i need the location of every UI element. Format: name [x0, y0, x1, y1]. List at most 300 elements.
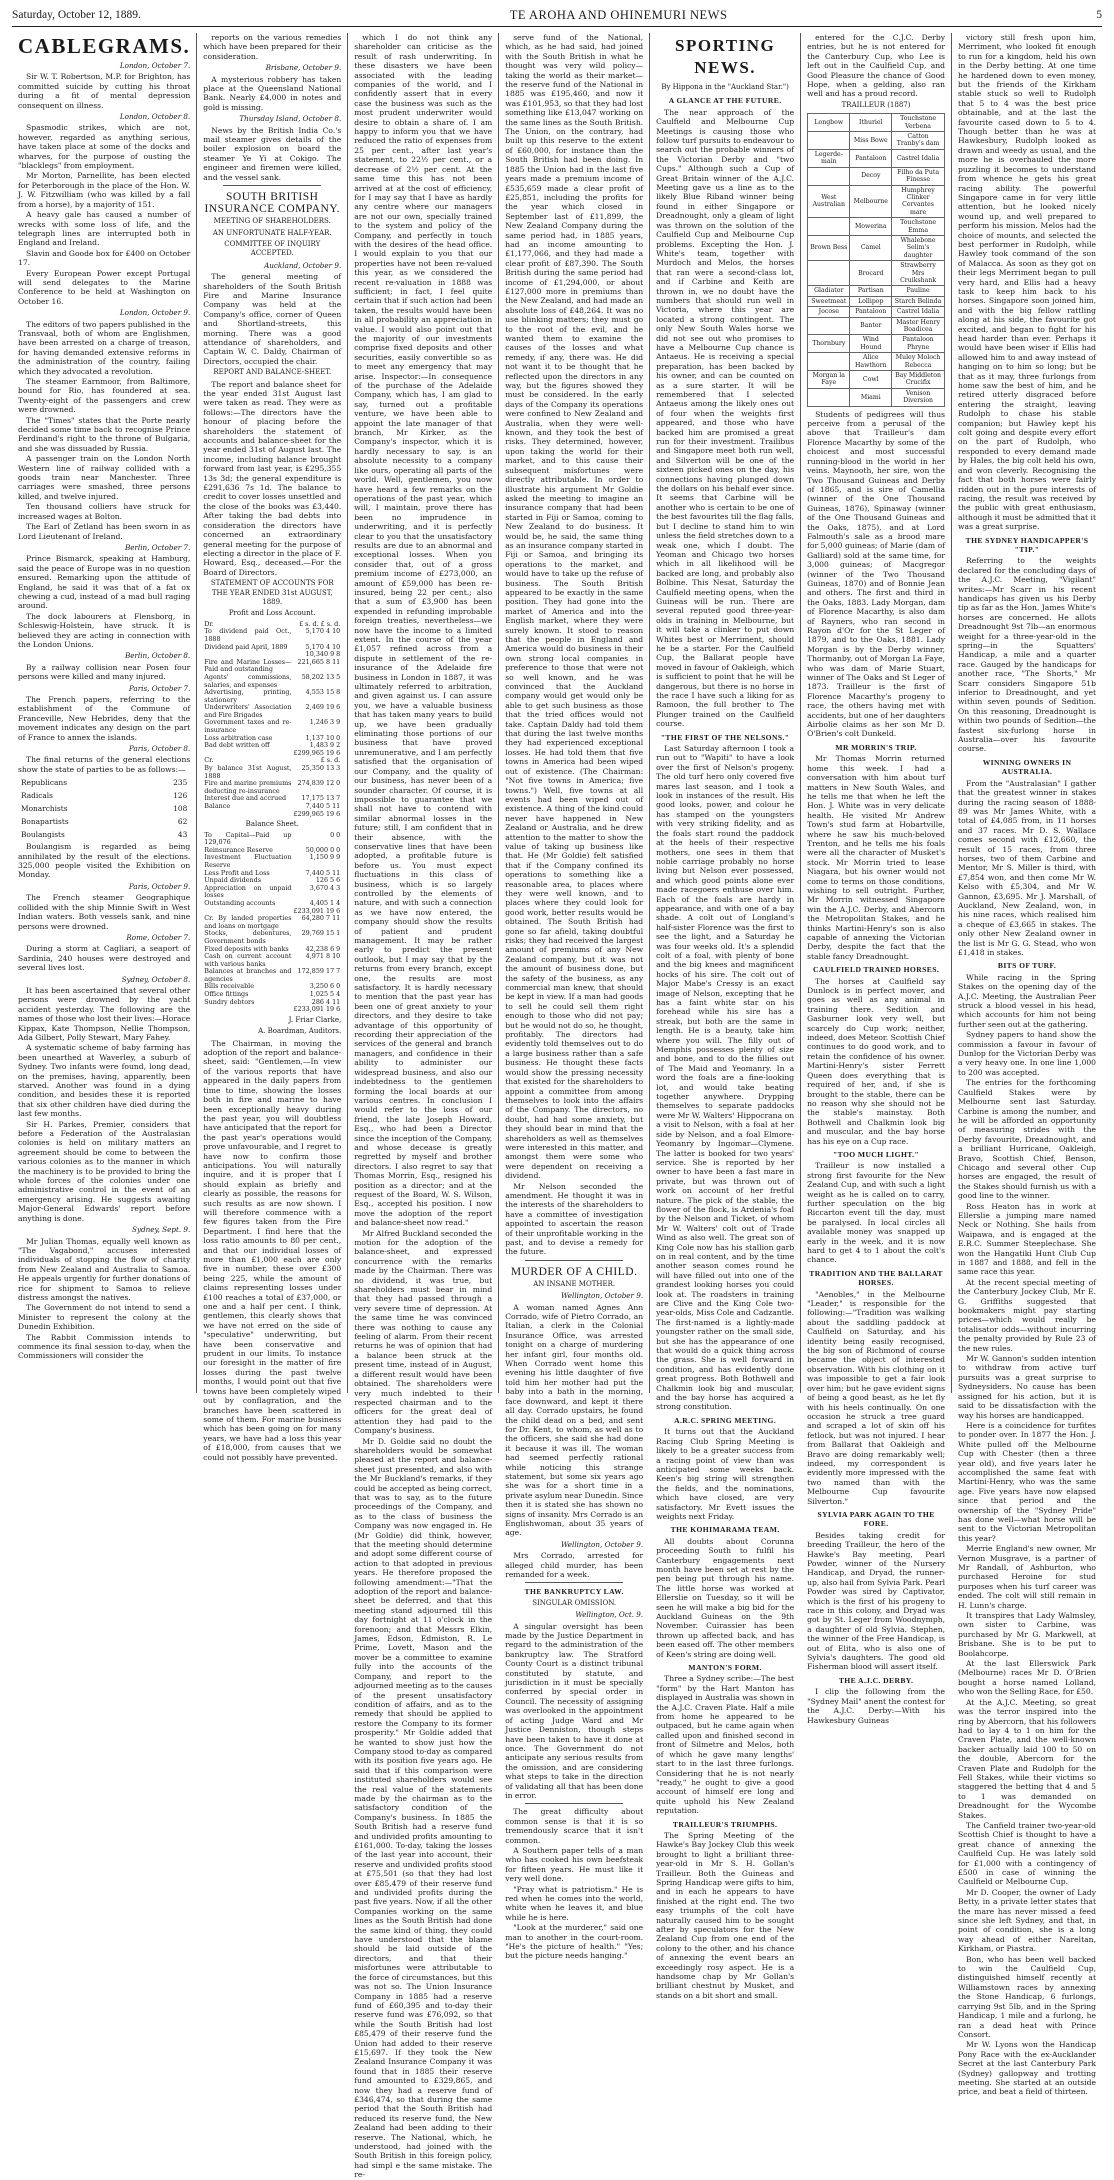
cable-item: reports on the various remedies which have been prepared for their consideration.	[203, 33, 342, 61]
cable-dateline: Sydney, October 8.	[121, 974, 191, 984]
cablegrams-title: CABLEGRAMS.	[18, 34, 191, 58]
account-row	[203, 659, 341, 674]
party-seats: 62	[177, 817, 188, 827]
account-amount: 58,202 13 5	[301, 672, 341, 681]
column-2	[197, 33, 348, 1462]
turf-item: Mr W. Gannon's sudden intention to withdraw from active turf pursuits was a great surprise to Sydneysiders. No cause has been assigned for his action, but it is said to be dissatisfaction with the way his horses are handicapped.	[958, 1354, 1096, 1420]
section-heading: TRADITION AND THE BALLARAT HORSES.	[809, 1268, 943, 1288]
account-row	[203, 674, 341, 689]
bankruptcy-text: A singular oversight has been made by the Justice Department in regard to the administration of the bankruptcy law. The Stratford County Court is a distinct tribunal constituted by statute, and jurisdiction in it must be specially conferred by special order in Council. The necessity of assigning was overlooked in the appointment of acting Judge Ward and Mr Justice Denniston, though steps have been taken to have it done at once. The Government do not anticipate any serious results from the omission, and are considering what steps to take in the direction of validating all that has been done in error.	[505, 1621, 644, 1800]
account-row	[203, 704, 341, 719]
pedigree-sire: Brown Bess	[808, 235, 850, 260]
cable-dateline: Paris, October 7.	[128, 683, 191, 693]
chairman-speech: The Chairman, in moving the adoption of the report and balance-sheet, said: "Gentlemen,—In view of the various reports that have appeared in the daily papers from time to time, showing the losses both in fire and marine to have been exceptionally heavy during the past year, you will doubtless have anticipated that the report for the past year's operations would prove unfavourable, and I regret to have now to confirm those anticipations. You will naturally inquire, and it is proper that I should explain as briefly and clearly as possible, the reasons for such results as are now shown. I will therefore commence with a few figures taken from the Fire Department. I find here that the loss ratio amounts to 80 per cent., and that our individual losses of more than £1,000 each are only five in number, these over £300 being 225, while the amount of claims representing losses under £100 reaches a total of £37,000, or one and a half per cent. I think, gentlemen, this clearly shows that we have not erred on the side of "speculative" underwriting, but have been conservative and prudent in our limits. To instance our foresight in the matter of fire losses during the past twelve months, I would point out that five towns have been completely wiped out by conflagration, and the branches have been scattered in some of them. For marine business which has been going on for many years, we have had a loss this year of £18,000, from causes that we could not possibly have prevented.	[203, 1038, 342, 1462]
account-label: Cr.	[204, 756, 214, 765]
insurance-dateline: Auckland, October 9.	[264, 260, 342, 270]
pedigree-ancestors: Castrel Idalia	[892, 149, 945, 167]
sporting-byline: By Hippona in the "Auckland Star.")	[661, 83, 789, 91]
section-text: From the "Australasian" I gather that the greatest winner in stakes during the racing season of 1888-89 was Mr James White, with a total of £4,085 from, in 11 horses and 37 races. Mr D. S. Wallace comes second with £12,660, the result of 15 races, from three horses, two of them Carbine and Mentor, Mr S. Miller is third, with £7,854 won, and then come Mr W. Kelso with £5,304, and Mr W. Gannon, £3,695. Mr J. Marshall, of Auckland, New Zealand, won, in his nine races, which realised him a cheque of £3,665 in stakes. The only other New Zealand owner in the list is Mr G. G. Stead, who won £1,418 in stakes.	[958, 778, 1096, 957]
cablegram-list-continued	[203, 33, 341, 182]
pedigree-sire: Jocose	[808, 307, 850, 317]
publication-title: TE AROHA AND OHINEMURI NEWS	[509, 7, 728, 22]
pedigree-sire: Thornbury	[808, 335, 850, 353]
party-name: Republicans	[21, 778, 67, 788]
goldie-remarks: Mr D. Goldie said no doubt the shareholders would be somewhat pleased at the report and balance-sheet just presented, and also with the Mr Buckland's remarks, if they could be accepted as being correct, that was to say, as to the future proceedings of the Company, and as to the class of business the Company was now engaged in. He (Mr Goldie) did think, however, that the meeting should determine and adopt some different course of action to that adopted in previous years. He therefore proposed the following amendment:—"That the adoption of the report and balance-sheet be deferred, and that this meeting stand adjourned till this day fortnight at 11 o'clock in the forenoon; and that Messrs Elkin, James, Edson, Edmiston, R. Le Prime, Lovett, Mason and the mover be a committee to examine fully into the accounts of the Company, and report to the adjourned meeting as to the causes of the present unsatisfactory condition of affairs, and as to the remedy that should be applied to restore the Company to its former prosperity." Mr Goldie added that he wanted to show just how the Company stood to-day as compared with its position five years ago. He said that if this comparison were instituted shareholders would see the real value of the statements made by the chairman as to the satisfactory condition of the Company's business. In 1885 the South British had a reserve fund and undivided profits amounting to £161,000. To-day, taking the losses of the last year into account, their reserve and undivided profits stood at £75,501 (so that they had lost over £85,479 of their reserve fund and undivided profits during the past five years. Now, if all the other Companies working on the same lines as the South British had done the same kind of thing, they could have understood that the blame should be laid outside of the directors, and that their misfortunes were attributable to the force of circumstances, but this was not so. The Union Insurance Company in 1885 had a reserve fund of £60,395 and to-day their reserve fund was £76,092, so that while the South British had lost £85,479 of their reserve fund the Union had added to their reserve £15,697. If they took the New Zealand Insurance Company it was found that in 1885 their reserve fund amounted to £329,865, and now they had a reserve fund of £346,474, so that during the same period that the South British had reduced its reserve fund, the New Zealand had been adding to their reserve. The National, which, he understood, had joined with the South British in this foreign policy, had simpl e the same mistake. The re-	[354, 1436, 493, 2180]
cable-item: During a storm at Cagliari, a seaport of Sardinia, 240 houses were destroyed and several lives lost.	[18, 944, 191, 973]
pedigree-row	[808, 296, 945, 306]
bankruptcy-headline: THE BANKRUPTCY LAW.	[524, 1587, 624, 1597]
pedigree-grandsire: Lollipop	[850, 296, 892, 306]
balance-sheet-title: Balance Sheet.	[245, 820, 299, 829]
pedigree-sire	[808, 388, 850, 406]
cable-item: Mr Julian Thomas, equally well known as "The Vagabond," accuses interested individuals of stopping the flow of charity from New Zealand and Australia to Samoa. He appeals urgently for further donations of rice for shipment to Samoa to relieve distress amongst the natives.	[18, 1236, 191, 1302]
account-label: Advertising, printing, stationery	[204, 688, 292, 704]
turf-item: Ross Heaton has in work at Ellerslie a jumping mare named Neck or Nothing. She hails from Waipawa, and is engaged at the E.R.C. Summer Steeplechase. She won the Hangatiki Hunt Club Cup in 1887 and 1888, and fell in the same race this year.	[958, 1201, 1096, 1277]
result-row	[20, 777, 188, 788]
statement-title: STATEMENT OF ACCOUNTS FOR THE YEAR ENDED 31st AUGUST, 1889.	[210, 579, 334, 606]
party-name: Bonapartists	[21, 817, 69, 827]
account-label: Balance	[204, 802, 231, 810]
cable-item: Spasmodic strikes, which are not, however, regarded as anything serious, have taken place at some of the docks and wharves, for the purpose of ousting the "blacklegs" from employment.	[18, 123, 191, 171]
turf-item: Mr W. Lyons won the Handicap Pony Race with the ex-Aucklander Secret at the last Canterbury Park (Sydney) gallopway and trotting meeting. She started at an outside price, and beat a field of thirteen.	[958, 2040, 1096, 2097]
pedigree-row	[808, 149, 945, 167]
account-label: Cash on current account with various banks	[204, 952, 292, 968]
pedigree-sire: Longbow	[808, 114, 850, 132]
account-label: Bills receivable	[204, 982, 254, 991]
pedigree-row	[808, 353, 945, 371]
turf-item: It transpires that Lady Walmsley, own sister to Carbine, was purchased by Mr G. Markwell, at Brisbane. She is to be put to Boolahcorpe.	[958, 1611, 1096, 1658]
column-4	[499, 33, 650, 1961]
turf-item: At the A.J.C. Meeting, so great was the terror inspired into the ring by Abercorn, that his followers had to lay 4 to 1 on him for the Craven Plate, and the well-known backer actually laid 100 to 50 on the double, Abercorn for the Craven Plate and Rudolph for the Fell Stakes, while their victims so staggered the betting that 4 and 5 to 1 was demanded on Dreadnought for the Wycombe Stakes.	[958, 1697, 1096, 1820]
statement-sub: Profit and Loss Account.	[228, 609, 316, 618]
account-amount: 0 0	[330, 830, 341, 839]
bankruptcy-dateline: Wellington, Oct. 9.	[575, 1610, 644, 1620]
account-amount: 10,340 9 8	[305, 650, 341, 659]
account-label: Office fittings	[204, 990, 249, 999]
section-text: Last Saturday afternoon I took a run out to "Wapiti" to have a look over the first of Nelson's progeny. The old turf hero only covered five mares last season, and I took a look in instances of the result. His good looks, power, and colour he has stamped on the youngsters with very striking fidelity, and as the foals start round the paddock at the heels of their respective mothers, one sees in them that noble carriage probably no horse living but Nelson ever possessed, and which good points alone ever made racegoers enthuse over him. Each of the foals are hardy in appearance, and with one of a bay shade. A colt out of Longland's half-sister Florence was the first to see the light, and a Saturday he was four weeks old. It's a splendid colt of a foal, with plenty of bone and the big knees and magnificent hocks of his sire. The colt out of Major Mabe's Cressy is an exact image of Nelson, excepting that he has a faint white star on his forehead while his sire has a streak, but both are the same in length. He is a beauty, take him where you will. The filly out of Memphis possesses plenty of size and bone, and to do the fillies out of The Maid and Yeomanry. In a word the foals are a fine-looking lot, and would take beating together anywhere. Drypping themselves to separate paddocks were Mr W. Walters' Hippocrana on a visit to Nelson, with a foal at her side by Nelson, and a foal Elmore-Yeomanry by Ingomar—Clymene. The latter is booked for two years' service. She is reported by her owner to have been a fast mare in private, but was thrown out of work on account of her fretful nature. The pick of the stable, the flower of the flock, is Ardenia's foal by the Nelson and Ticket, of whom Mr W. Walters' colt out of Trade Wind as also well. The great son of King Cole now has his stallion garb on in real content, and by the time another season comes round he will have filled out into one of the grandest looking horses you could look at. The roadsters in training are Clive and the King Cole two-year-olds, Miss Cole and Cadzantle. The first-named is a lightly-made youngster rather on the small side, but she has the appearance of one that would do a quick thing across the grass. She is well forward in condition, and has evidently done great progress. Both Bothwell and Chalkmin look big and muscular, and the bay horse has acquired a strong constitution.	[656, 744, 795, 1412]
pedigree-row	[808, 167, 945, 185]
turf-item: Here is a coincidence for turfites to ponder over. In 1877 the Hon. J. White pulled off the Melbourne Cup with Chester (then a three year old), and five years later he accomplished the same feat with Martini-Henry, who was the same age. Five years have now elapsed since that period and the ownership of the "Sydney Pride" has done well—what horse will be sent to the Victorian Metropolitan this year?	[958, 1420, 1096, 1543]
account-amount: 4,971 8 10	[305, 952, 341, 961]
account-amount: 42,238 6 9	[305, 944, 341, 953]
account-amount: 126 5 6	[315, 876, 341, 885]
account-amount: £299,965 19 6	[293, 748, 341, 757]
pedigree-ancestors: Castrel Idalia	[892, 307, 945, 317]
pedigree-sire	[808, 353, 850, 371]
section-heading: BITS OF TURF.	[997, 961, 1057, 971]
divider	[525, 1803, 623, 1804]
account-row	[203, 854, 341, 869]
cable-item: The Government do not intend to send a Minister to represent the colony at the Dunedin Exhibition.	[18, 1303, 191, 1332]
account-label: Appreciation on unpaid losses	[204, 883, 292, 900]
cable-dateline: London, October 9.	[119, 308, 191, 318]
account-row	[203, 885, 341, 900]
account-row	[203, 811, 341, 819]
section-text: Besides taking credit for breeding Trailleur, the hero of the Hawke's Bay meeting, Pearl Powder, winner of the Nursery Handicap, and Dryad, the runner-up, also hail from Sylvia Park. Pearl Powder was sired by Captivator, which is the first of his progeny to race in this colony, and Dryad was got by St. Leger from Woodnymph, a daughter of old Sylvia. Stephen, the winner of the Free Handicap, is out of Elita, who is also one of Sylvia's daughters. The good old Fisherman blood will assert itself.	[807, 1530, 946, 1672]
pedigree-row	[808, 307, 945, 317]
murder-subhead: AN INSANE MOTHER.	[533, 1279, 616, 1288]
turf-item: Mr D. Cooper, the owner of Lady Betty, in a private letter states that the mare has never missed a feed since she left Sydney, and that, in point of condition, she is a long way ahead of either Nareltan, Kirkham, or Piastra.	[958, 1887, 1096, 1954]
account-amount: 274,839 12 0	[297, 779, 341, 788]
derby-report: victory still fresh upon him, Merriment, who looked fit enough to run for a kingdom, held his own in the Derby betting. At one time he hardened down to even money, but the friends of the Kirkham stable stuck so well to Rudolph that 5 to 4 was the best price obtainable, and at the last the favourite cased down to 5 to 4. Though better than he was at Hawkesbury, Rudolph looked as drawn and weedy as usual, and the more he is overhauled the more puzzling it becomes to understand from whence he gets his great racing ability. The powerful Singapore came in for very little attention, but he looked nicely wound up, and well prepared to perform his mission. Melos had the choice of mounts, and selected the best performer in Rudolph, while Hawley took command of the son of Malacca. As soon as they got on their legs Merriment began to pull very hard, and Ellis had a heavy task to keep him back to his horses. Singapore soon joined him, and with the big fellow rattling along at his side, the favourite got excited, and began to fight for his head harder than ever. Perhaps it would have been wiser if Ellis had allowed him to and away instead of hanging on to him so long; but be that as it may, three furlongs from home saw the best of him, and he retired utterly disgraced before entering the straight, leaving Rudolph to chase his stable companion; but Hawley kept his colt going and despite every effort on the part of Rudolph, who responded to every demand made by Hales, the big colt held his own, and won cleverly. Recognising the fact that both horses were fairly ridden out in the pure interests of racing, the result was received by the public with great enthusiasm, although it must be admitted that it was a great surprise.	[958, 33, 1096, 532]
account-row	[203, 780, 341, 795]
account-label: Underwriters' Association and Fire Brigades	[204, 703, 292, 719]
cable-dateline: London, October 7.	[119, 61, 191, 70]
murder-headline: MURDER OF A CHILD.	[510, 1265, 638, 1278]
account-amount: 1,025 5 4	[309, 990, 341, 999]
cable-item: The Rabbit Commission intends to commence its final session to-day, when the Commissioners will consider the	[18, 1332, 191, 1361]
section-text: Mr Thomas Morrin returned home this week. I had a conversation with him about turf matters in New South Wales, and he tells me that when he left the Hon. J. White was in very delicate health. He visited Mr Andrew Town's stud farm at Hobartville, where he saw his much-beloved Trenton, and he tells me his foals were all the character of Musket's stock. Mr Morrin tried to lease Niagara, but his owner would not come to terms on those conditions, wishing to sell outright. Further, Mr Morrin witnessed Singapore win the A.J.C. Derby, and Abercorn the Metropolitan Stakes, and he thinks Martini-Henry's son is also capable of annexing the Victorian Derby, despite the fact that the stable fancy Dreadnought.	[807, 754, 946, 961]
cable-item: Every European Power except Portugal will send delegates to the Marine Conference to be held at Washington on October 16.	[18, 268, 191, 306]
account-label: Investment Fluctuation Reserve	[204, 853, 292, 869]
account-label: By balance 31st August, 1888	[204, 764, 292, 780]
pedigree-row	[808, 335, 945, 353]
pedigree-sire: Gladiator	[808, 286, 850, 296]
trailleur-lead: entered for the C.J.C. Derby entries, but he is not entered for the Canterbury Cup, who Lee is left out in the Caulfield Cup, and Good Pleasure the chance of Good Hope, when a gelding, also ran well and has a proud record.	[807, 33, 946, 99]
insurance-sub-1: MEETING OF SHAREHOLDERS.	[213, 217, 331, 226]
account-amount: 50,000 0 0	[305, 845, 341, 854]
murder-text-2: Mrs Corrado, arrested for alleged child murder, has been remanded for a week.	[505, 1551, 644, 1579]
nelson-remarks: Mr Nelson seconded the amendment. He thought it was in the interests of the shareholders to have a committee of investigation appointed to ascertain the reason of their unprofitable working in the past, and to devise a remedy for the future.	[505, 1181, 644, 1257]
pedigree-sire: Sweetmeat	[808, 296, 850, 306]
account-amount: 3,250 6 0	[309, 982, 341, 991]
pedigree-grandsire: Mowerina	[850, 218, 892, 236]
insurance-sub-3: COMMITTEE OF INQUIRY ACCEPTED.	[224, 239, 321, 258]
section-heading: THE A.J.C. DERBY.	[838, 1675, 914, 1685]
filler-1: The great difficulty about common sense is that it is so tremendously scarce that it isn't common.	[505, 1807, 644, 1845]
column-3	[348, 33, 499, 2180]
cable-item: A mysterious robbery has taken place at the Queensland National Bank. Nearly £4,000 in notes and gold is missing.	[203, 74, 342, 112]
pedigree-ancestors: Venison Diversion	[892, 388, 945, 406]
section-text: The horses at Caulfield say Dunlock is in perfect mover, and goes as well as any animal in training there. Sedition and Gasburner look very well, but scarcely do Cup work; neither, indeed, does Meteor. Scottish Chief continues to do good work, and to retain the confidence of his owner. Martini-Henry's sister Ferrett Queen does everything that is required of her, and, if she is brought to the stable, there can be no reason why she should not be the stable's mainstay. Both Bothwell and Chalkmin look big and muscular, and the bay horse has his eye on a Cup race.	[807, 976, 946, 1146]
pedigree-sire	[808, 261, 850, 286]
account-amount: 25,350 13 3	[301, 764, 341, 773]
account-amount: £233,091 19 6	[293, 906, 341, 915]
pedigree-table-heading: TRAILLEUR (1887)	[841, 100, 911, 109]
balance-sheet-table	[203, 832, 341, 1014]
profit-loss-table	[203, 621, 341, 818]
account-row	[203, 968, 341, 983]
report-label: REPORT AND BALANCE-SHEET.	[213, 368, 332, 377]
section-text: The Spring Meeting of the Hawke's Bay Jockey Club this week brought to light a brilliant three-year-old in Mr S. H. Gollan's Trailleur. Both the Guineas and Spring Handicap were gifts to him, and in each he appears to have finished at the right end. The two easy triumphs of the colt have naturally caused him to be sought after by speculators for the New Zealand Cup from one end of the colony to the other, and his chance of annexing the event bears an exceedingly rosy aspect. He is a handsome chap by Mr Gollan's brilliant chestnut by Musket, and stands on a bit short and small.	[656, 1830, 795, 2000]
account-label: Fire and Marine Losses—Paid and outstanding	[204, 657, 292, 674]
account-row	[203, 765, 341, 780]
account-amount: 3,670 4 3	[309, 883, 341, 892]
cable-dateline: Paris, October 9.	[128, 881, 191, 891]
section-text: The near approach of the Caulfield and Melbourne Cup Meetings is causing those who follow turf pursuits to endeavour to search out the probable winners of the Victorian Derby and "two Cups." Although such a Cup of Great Britain winner of the A.J.C. Meeting gave us a line as to the likely Blue Riband winner being found in either Singapore or Dreadnought, only a gleam of light was thrown on the solution of the Caulfield Cup and Melbourne Cup problems. Excepting the Hon. J. White's team, together with Murdoch and Melos, the horses that ran were a second-class lot, and if Carbine and Keith are thrown in, we no doubt have the numbers that should run well in Victoria, where this year are located a strong contingent. The only New South Wales horse we did not see out who promises to have a Melbourne Cup chance is Antaeus. He is receiving a special preparation, has been backed by his owner, and can be counted on as a sure starter. It will be remembered that I selected Antaeus among the likely ones out of four when the weights first appeared, and those who have backed him are promised a great run for their investment. Trailibus and Singapore meet both run well, and Silverton will be one of the sixteen picked ones on the day, his connections having plunged down the dollars on his behalf ever since. It seems that Carbine will be another who is certain to be one of the best favourites till the flag falls, but I decline to stand him to win unless the field stretches down to a weak one, which I doubt. The Yeoman and Chicago two horses which in all likelihood will be backed are long, and probably also Bolbine. This Nesat, Saturday the Caulfield meeting opens, when the Guineas will be run. There are several reputed good three-year-olds in training in Melbourne, but it will take a clinker to put down Whites best or Merriment, should he be a starter. For the Caulfield Cup, the Ballarat people have moved in favour of Oakleigh, which is sufficient to point that he will be dangerous, but there is no horse in the race I have such a liking for as Ramoon, the full brother to The Plunger trained on the Caulfield course.	[656, 107, 795, 729]
election-results-table	[18, 775, 190, 842]
account-label: To Capital—Paid up 129,076	[204, 830, 292, 847]
cable-item: The French steamer Geographique collided with the ship Minnie Swift in West Indian waters. Both vessels sank, and nine persons were drowned.	[18, 893, 191, 931]
goldie-remarks-continued: serve fund of the National, which, as he had said, had joined with the South British in what he thought was very wild policy—taking the world as their market—the reserve fund of the National in 1885 was £195,460, and now it was £101,953, so that they had lost something like £13,047 working on the same lines as the South British. The Union, on the contrary, had built up this reserve to the extent of £60,000, for instance than the South British had been doing. In 1885 the Union had in the last five years made a premium income of £535,659 made a clear profit of £25,851, including the profits for the year which closed in September last of £11,899, the New Zealand Company during the same period had, in 1885 years, had an income amounting to £1,177,066, and they had made a clear profit of £87,390. The South British during the same period had income of £1,294,000, or about £127,000 more in premiums than the New Zealand, and had made an absolute loss of £48,264. It was no use blinking matters; they must go to the root of the evil, and he wanted them to examine the causes of the losses and what remedy, if any, there was. He did not want it to be thought that he reflected upon the directors in any way, but the figures showed they must be considered. In the early days of the Company its operations were confined to New Zealand and Australia, when they were well-known, and they took the best of risks. They determined, however, upon taking the world for their market, and to this cause their subsequent misfortunes were directly attributable. In order to illustrate his argument Mr Goldie asked the meeting to imagine an insurance company that had been started in Fiji or Samoa, coming to New Zealand to do business. It would be, he said, the same thing as an insurance company started in Fiji or Samoa, and bringing its operations to the market, and would have to take up the refuse of business. The South British appeared to be exactly in the same position. They had gone into the market of America and into the English market, where they were surely known. It stood to reason that the people in England and America would do business in their own strong local companies in preference to those that were not so well known, and he was convinced that the Auckland company would get would only be able to get such business as those that the tried offices would not take. Captain Daldy had told them that during the last twelve months they had experienced exceptional losses. He had told them that five towns in America had been wiped out of existence. (The Chairman: "Not five towns in America; five towns.") Well, five towns at all events had been wiped out of existence. A thing of the kind could never have happened in New Zealand or Australia, and he drew attention to the matter to show the value of taking up business like that. He (Mr Goldie) felt satisfied that if the Company confined its operations to something like a reasonable area, to places where they were well known, and to places where they could look for good work, better results would be obtained. The South British had gone so far afield, taking doubtful risks; they had received the largest amount of premiums of any New Zealand company, but it was not the amount of business done, but the safety of the business, as any commercial man knew, that should be kept in view. If a man had goods to sell he could sell them right enough to those who did not pay; but he would not do so, he thought, profitably. The directors had evidently told themselves out to do a large business rather than a safe business. He thought these facts would show the pressing necessity that existed for the shareholders to appoint a committee from among themselves to look into the affairs of the Company. The directors, no doubt, had had some anxiety, but they should bear in mind that the shareholders as well as themselves were interested in this matter, and amongst them were some who were dependent on receiving a dividend.	[505, 33, 644, 1181]
page-number: 5	[1096, 9, 1102, 21]
account-row	[203, 915, 341, 930]
pedigree-row	[808, 371, 945, 389]
pedigree-grandsire: Cowl	[850, 371, 892, 389]
cable-item: The French papers, referring to the establishment of the Commune of Franceville, New Hebrides, deny that the movement indicates any design on the part of France to annex the islands.	[18, 695, 191, 742]
divider	[525, 1260, 623, 1261]
account-label	[203, 811, 292, 819]
pedigree-grandsire: Pantaloon	[850, 307, 892, 317]
account-amount: 5,170 4 10	[305, 627, 341, 636]
account-amount: 29,769 15 1	[301, 929, 341, 938]
section-text: All doubts about Corunna proceeding South to fulfil his Canterbury engagements next month have been set at rest by the pen being put through his name. The little horse was worked at Ellerslie on Tuesday, so it will be seen he will make a big bid for the Auckland Guineas on the 9th November. Cuirassier has been thrown up affected back, and has been eased off. The other members of Keen's string are doing well.	[656, 1536, 795, 1659]
account-amount: 1,137 10 0	[305, 733, 341, 742]
party-seats: 126	[173, 791, 188, 801]
cable-item: The final returns of the general elections show the state of parties to be as follows:—	[18, 755, 191, 774]
account-label	[203, 1006, 292, 1014]
cablegram-list	[18, 61, 190, 774]
pedigree-grandsire: Miami	[850, 388, 892, 406]
pedigree-ancestors: Bay Middleton Crucifix	[892, 371, 945, 389]
cable-dateline: London, October 8.	[119, 112, 191, 122]
account-label: Sundry debtors	[204, 997, 255, 1006]
account-label: Balances at branches and agencies	[204, 967, 292, 983]
filler-3: "Pray what is patriotism." He is red when he comes into the world, white when he leaves it, and blue while he is here.	[505, 1884, 644, 1922]
account-label: Government taxes and re-insurance	[204, 718, 292, 735]
section-heading: TRAILLEUR'S TRIUMPHS.	[672, 1819, 778, 1829]
account-amount: 286 4 11	[311, 997, 341, 1006]
account-amount: £ s. d.	[320, 756, 341, 765]
pedigree-sire	[808, 317, 850, 335]
cable-item: The Earl of Zetland has been sworn in as Lord Lieutenant of Ireland.	[18, 522, 191, 541]
account-amount: 5,170 4 10	[305, 642, 341, 651]
account-label: Unpaid dividends	[204, 876, 261, 885]
cable-dateline: Brisbane, October 9.	[265, 63, 342, 73]
bankruptcy-subhead: SINGULAR OMISSION.	[532, 1598, 617, 1607]
cable-item: The "Times" states that the Porte nearly decided some time back to recognise Prince Ferdinand's right to the throne of Bulgaria, and she was dissuaded by Russia.	[18, 415, 191, 453]
result-row	[20, 790, 188, 801]
pedigree-grandsire: Alice Hawthorn	[850, 353, 892, 371]
cable-item: Boulangism is regarded as being annihilated by the result of the elections. 325,000 people visited the Exhibition on Monday.	[18, 842, 191, 880]
account-label: Reinsurance Reserve	[204, 845, 273, 854]
cable-dateline: Thursday Island, October 8.	[239, 114, 342, 124]
account-label: Agents' commissions, salaries, and expenses	[204, 672, 292, 689]
section-text: Trailleur is now installed a strong first favourite for the New Zealand Cup, and with such a light weight as he is called on to carry, further speculation on the big Riccarton event till the day, must be paralysed. In local circles all available money was snapped up early in the week, and it is now hard to get 4 to 1 about the colt's chance.	[807, 1161, 946, 1265]
masthead	[12, 0, 1102, 27]
account-label	[203, 750, 292, 758]
account-amount: 7,440 5 11	[305, 802, 341, 810]
pedigree-ancestors: Muley Moloch Rebecca	[892, 353, 945, 371]
account-row	[203, 953, 341, 968]
columns	[12, 33, 1102, 2180]
pedigree-ancestors: Master Henry Boadicea	[892, 317, 945, 335]
pedigree-row	[808, 261, 945, 286]
cable-item: Prince Bismarck, speaking at Hamburg, said the peace of Europe was in no question ensured. Remarking upon the attitude of England, he said it was that of a fat ox chewing a cud, instead of a mad bull raging around.	[18, 554, 191, 611]
cable-item: Sir H. Parkes, Premier, considers that before a Federation of the Australasian colonies is held on military matters an agreement should be come to between the various colonies as to the manner in which the machinery is to be provided to bring the whole forces of the colonies under one administrative control in the event of an emergency arising. He suggests awaiting Major-General Edwards' report before anything is done.	[18, 1119, 191, 1223]
filler-4: "Look at the murderer," said one man to another in the court-room. "He's the picture of health." "Yes; but the picture needs hanging."	[505, 1923, 644, 1961]
buckland-remarks: Mr Alfred Buckland seconded the motion for the adoption of the balance-sheet, and expressed concurrence with the remarks made by the Chairman. There was no dividend, it was true, but shareholders must bear in mind that they had passed through a very severe time of depression. At the same time he was convinced there was nothing to cause any feeling of alarm. From their recent returns he was of opinion that had a balance been struck at the present time, instead of in August, a different result would have been obtained. The shareholders were very much indebted to their respected chairman and to the officers for the great deal of attention they had paid to the Company's business.	[354, 1228, 493, 1436]
pedigree-ancestors: Whalebone Selim's daughter	[892, 235, 945, 260]
pedigree-row	[808, 286, 945, 296]
cable-item: The steamer Earnmoor, from Baltimore, bound for Rio, has foundered at sea. Twenty-eight of the passengers and crew were drowned.	[18, 377, 191, 415]
pedigree-ancestors: Filho da Puta Finesse	[892, 167, 945, 185]
pedigree-sire	[808, 132, 850, 150]
murder-text: A woman named Agnes Ann Corrado, wife of Pietro Corrado, an Italian, a clerk in the Colonial Insurance Office, was arrested tonight on a charge of murdering her infant girl, four months old. When Corrado went home this evening his little daughter of five told him her mother had put the baby into a bath in the morning, face downward, and kept it there all day. Corrado upstairs, he found the child dead on a bed, and sent for Dr. Kent, to whom, as well as to the officers, she said she had done it because it was ill. The woman had seemed perfectly rational while noticing this strange statement, but some six years ago she was for a short time in a private asylum near Dunedin. Since then it is stated she has shown no signs of insanity. Mrs Corrado is an Englishwoman, about 35 years of age.	[505, 1302, 644, 1538]
cable-item: By a railway collision near Posen four persons were killed and many injured.	[18, 662, 191, 682]
account-label: Cr. By landed properties and loans on mortgage	[204, 914, 292, 930]
account-amount: 7,440 5 11	[305, 868, 341, 877]
account-label: Dividend paid April, 1889	[204, 642, 288, 651]
account-amount: 172,859 17 7	[297, 967, 341, 976]
account-amount: 1,483 9 2	[309, 741, 341, 750]
account-label: Dr.	[204, 619, 214, 628]
divider	[223, 185, 321, 186]
account-amount: £299,965 19 6	[293, 809, 341, 818]
account-amount: 1,150 9 9	[309, 853, 341, 862]
pedigree-sire: West Australian	[808, 185, 850, 218]
issue-date: Saturday, October 12, 1889.	[12, 9, 141, 21]
account-row	[203, 1006, 341, 1014]
account-amount: £ s. d. £ s. d.	[299, 619, 341, 628]
pedigree-row	[808, 235, 945, 260]
column-6	[801, 33, 952, 1725]
pedigree-grandsire: Wind Hound	[850, 335, 892, 353]
sporting-news-title: SPORTING NEWS.	[675, 36, 776, 77]
account-label: To dividend paid Oct., 1888	[204, 627, 292, 643]
cable-item: A heavy gale has caused a number of wrecks with some loss of life, and the telegraph lines are interrupted both in England and Ireland.	[18, 210, 191, 248]
section-text: I clip the following from the "Sydney Mail" anent the contest for the A.J.C. Derby:—With his Hawkesbury Guineas	[807, 1687, 946, 1725]
cablegram-list-2	[18, 842, 190, 1361]
pedigree-ancestors: Catton Tranby's dam	[892, 132, 945, 150]
party-seats: 108	[173, 804, 188, 814]
turf-item: Bon, who has been well backed to win the Caulfield Cup, distinguished himself recently at Williamstown races by annexing the Stone Handicap, 6 furlongs, carrying 9st 5lb, and in the Spring Handicap, 1 mile and a furlong, he ran a dead heat with Prince Consort.	[958, 1954, 1096, 2039]
party-seats: 43	[177, 830, 188, 840]
turf-item: At the last Ellerswick Park (Melbourne) races Mr D. O'Brien bought a horse named Lolland, who won the Selling Race, for £50.	[958, 1659, 1096, 1697]
pedigree-grandsire: Ithuriel	[850, 114, 892, 132]
cable-dateline: Berlin, October 8.	[124, 651, 191, 661]
cable-item: A systematic scheme of baby farming has been unearthed at Waverley, a suburb of Sydney. Two infants were found, long dead, on the premises, having, apparently, been starved. Another was found in a dying condition, and besides these it is reported that six other children have died during the last few months.	[18, 1043, 191, 1119]
result-row	[20, 829, 188, 840]
account-amount: £233,091 19 6	[293, 1005, 341, 1014]
pedigree-sire	[808, 218, 850, 236]
cable-dateline: Rome, October 7.	[126, 932, 191, 942]
pedigree-grandsire: Pantaloon	[850, 149, 892, 167]
pedigree-sire: Morgan la Faye	[808, 371, 850, 389]
insurance-sub-2: AN UNFORTUNATE HALF-YEAR.	[212, 228, 332, 237]
turf-item: At the recent special meeting of the Canterbury Jockey Club, Mr E. G. Griffiths suggested that bookmakers might pay starting prices—which would really be totalisator odds—without incurring the penalty provided by Rule 23 of the new rules.	[958, 1277, 1096, 1353]
pedigree-grandsire: Banter	[850, 317, 892, 335]
auditor-signature-2: A. Boardman, Auditors.	[258, 1027, 342, 1036]
section-heading: MR MORRIN'S TRIP.	[835, 742, 917, 752]
column-5	[650, 33, 801, 2000]
section-text: "Aenobles," in the Melbourne "Leader," is responsible for the following:—"Tradition was walking about the saddling paddock at Caulfield on Saturday, and his identity being easily recognised, the big son of Richmond of course became the object of interested observation. With his clothing on it was impossible to get a fair look over him; but he gave evident signs of being a good beast, as he let fly with his heels continually. On one occasion he struck a tree guard and scraped a lot of skin off his fetlock, but was not injured. I hear from Ballarat that Oakleigh and Bravo are doing remarkably well; indeed, my correspondent is evidently more impressed with the two named than with the Melbourne Cup favourite Silverton."	[807, 1289, 946, 1506]
cable-item: The editors of two papers published in the Transvaal, both of whom are Englishmen, have been arrested on a charge of treason, for having demanded extensive reforms in the administration of the country, failing which they advocated a revolution.	[18, 319, 191, 376]
account-amount: 1,246 3 9	[309, 718, 341, 727]
account-amount: 4,405 1 4	[309, 898, 341, 907]
account-label: Stocks, debentures, Government bonds	[204, 929, 292, 945]
pedigree-grandsire: Brocard	[850, 261, 892, 286]
pedigree-ancestors: Pauline	[892, 286, 945, 296]
party-name: Boulangists	[21, 830, 65, 840]
pedigree-grandsire: Miss Bowe	[850, 132, 892, 150]
pedigree-row	[808, 218, 945, 236]
account-amount: 17,175 13 7	[301, 794, 341, 803]
pedigree-sire	[808, 167, 850, 185]
turf-item: Merrie England's new owner, Mr Vernon Musgrave, is a partner of Mr Randall, of Ashburton, who purchased Heroine for stud purposes when his turf career was ended. The colt will still remain in H. Lunn's charge.	[958, 1544, 1096, 1610]
cable-item: Ten thousand colliers have struck for increased wages at Bolton.	[18, 502, 191, 521]
account-label: Fixed deposits with banks	[204, 944, 289, 953]
section-heading: CAULFIELD TRAINED HORSES.	[813, 965, 940, 975]
account-label: Less Profit and Loss	[204, 868, 270, 877]
cable-item: News by the British India Co.'s mail steamer gives details of the boiler explosion on board the steamer Ye Yi at Cokigo. The engineer and firemen were killed, and the vessel sank.	[203, 125, 342, 182]
pedigree-table	[807, 113, 945, 406]
pedigree-grandsire: Partisan	[850, 286, 892, 296]
column-7	[952, 33, 1102, 2097]
party-seats: 235	[173, 778, 188, 788]
account-amount: 4,553 15 8	[305, 688, 341, 697]
cable-item: Mr Morton, Parnellite, has been elected for Peterborough in the place of the Hon. W. J. W. Fitzwilliam (who was killed by a fall from a horse), by a majority of 151.	[18, 171, 191, 209]
account-amount: 2,469 19 6	[305, 703, 341, 712]
insurance-intro: The general meeting of shareholders of the South British Fire and Marine Insurance Company was held at the Company's office, corner of Queen and Shortland-streets, this morning. There was a good attendance of shareholders, and Captain W. C. Daldy, Chairman of Directors, occupied the chair.	[203, 272, 342, 366]
pedigree-grandsire: Melbourne	[850, 185, 892, 218]
cable-item: Sir W. T. Robertson, M.P. for Brighton, has committed suicide by cutting his throat during a fit of mental depression consequent on illness.	[18, 72, 191, 110]
murder-dateline: Wellington, October 9.	[560, 1291, 644, 1301]
cable-dateline: Sydney, Sept. 9.	[132, 1225, 191, 1235]
section-heading: WINNING OWNERS IN AUSTRALIA.	[982, 757, 1072, 777]
cable-item: The dock labourers at Flensborg, in Schleswig-Holstein, have struck. It is believed they are acting in connection with the London Unions.	[18, 611, 191, 649]
account-label: Interest due and accrued	[204, 794, 287, 803]
pedigree-ancestors: Humphrey Clinker Cervantes mare	[892, 185, 945, 218]
insurance-headline: SOUTH BRITISH INSURANCE COMPANY.	[204, 191, 341, 216]
section-heading: "TOO MUCH LIGHT."	[833, 1149, 920, 1159]
section-heading: THE KOHIMARAMA TEAM.	[670, 1525, 780, 1535]
pedigree-grandsire: Decoy	[850, 167, 892, 185]
section-heading: A GLANCE AT THE FUTURE.	[668, 96, 782, 106]
cable-item: A passenger train on the London North Western line of railway collided with a goods train near Manchester. Three carriages were smashed, three persons killed, and twelve injured.	[18, 454, 191, 501]
pedigree-row	[808, 388, 945, 406]
cable-item: Slavin and Goode box for £400 on October 17.	[18, 248, 191, 268]
pedigree-row	[808, 132, 945, 150]
section-heading: SYLVIA PARK AGAIN TO THE FORE.	[817, 1509, 935, 1529]
section-heading: "THE FIRST OF THE NELSONS."	[660, 732, 790, 742]
account-row	[203, 689, 341, 704]
murder-dateline-2: Wellington, October 9.	[560, 1539, 644, 1549]
auditor-signature-1: J. Friar Clarke,	[288, 1015, 342, 1024]
party-name: Radicals	[21, 791, 53, 801]
cable-item: It has been ascertained that several other persons were drowned by the yacht accident yesterday. The following are the names of those who lost their lives:—Horace Kippax, Kate Thompson, Nellie Thompson, Ada Gilbert, Polly Stewart, Mary Fahey.	[18, 985, 191, 1042]
account-row	[203, 719, 341, 734]
account-label: Loss arbitration case	[204, 733, 273, 742]
pedigree-ancestors: Starch Belinda	[892, 296, 945, 306]
section-heading: MANTON'S FORM.	[688, 1663, 762, 1673]
pedigree-ancestors: Strawberry Mrs Cruikshank	[892, 261, 945, 286]
pedigree-row	[808, 114, 945, 132]
account-label: Bad debt written off	[204, 741, 270, 750]
chairman-speech-continued: which I do not think any shareholder can criticise as the result of rash underwriting. In these disasters we have been associated with the leading companies of the world, and I confidently assert that in every case the business was such as the most prudent underwriter would desire to obtain a share of. I am happy to inform you that we have reduced the ratio of expenses from 25 per cent., after last year's statement, to 22½ per cent., or a decrease of 2½ per cent. At the same time this has not been arrived at at the cost of efficiency, for I may say that I have as hardly any centre where our managers are not our own, specially trained to the system and policy of the Company, and perfectly in touch with the desires of the head office. I would explain to you that our properties have not been re-valued this year, as we considered the recent re-valuation in 1888 was sufficient; in fact, I feel quite certain that if such action had been taken, the results would have been in all probability an appreciation in value. I would also point out that the majority of our investments comprise fixed deposits and other securities, easily convertible so as to meet any emergency that may arise. Inspector:—In consequence of the purchase of the Adelaide Company, which has, I am glad to say, turned out a profitable venture, we have been able to appoint the late manager of that branch, Mr Kirker, as the Company's inspector, which it is hardly necessary to say, is an absolute necessity to a company like ours, operating all parts of the world. Well, gentlemen, you now have heard a few remarks on the operations of the past year, which will, I maintain, prove there has been no imprudence in underwriting, and it is perfectly clear to you that the unsatisfactory results are due to an abnormal and exceptional losses. When you consider that, out of a gross premium income of £273,000, an amount of £59,000 has been re-insured, being 22 per cent.; also that a sum of £3,900 has been expended in refunding improbable foreign treaties, nevertheless—we now have the income to a limited extent. In the course of the year £1,057 refined across from a dispute in settlement of the re-insurance of the Adelaide fire business in London in 1887, it was ultimately referred to arbitration, and given against us. I can assure you, we have a valuable business that has taken many years to build up, we have been gradually eliminating those portions of our business that have proved unremunerative, and I am perfectly satisfied that the organisation of our Company, and the quality of our business, has never been of a sounder character. Of course, it is impossible to guarantee that we shall not have to contend with similar abnormal losses in the future; still, I am confident that in their absence, with the conservative lines that have been adopted, a profitable future is before us. You must expect fluctuations in this class of business, which is so largely controlled by the elements of nature, and with such a connection as we have now entered, the company should show the results of patient and prudent management. It may be rather early to predict the present outlook, but I may say that by the returns from every branch, except one, the results are most satisfactory. It is hardly necessary to mention that the past year has been one of great anxiety to your directors, and they desire to take advantage of this opportunity of recording their appreciation of the services of the general and branch managers, and confidence in their ability to administer our widespread business, and also our indebtedness to the gentlemen forming the local boards at our various centres. In conclusion I would refer to the loss of our friend, the late Joseph Howard, Esq., who had been a Director since the inception of the Company, and whose decease is greatly regretted by myself and brother directors. I also regret to say that Thomas Morrin, Esq., resigned his position as a director; and at the request of the Board, W. S. Wilson, Esq., accepted his position. I now move the adoption of the report and balance-sheet now read."	[354, 33, 493, 1228]
column-1	[12, 33, 197, 1393]
account-label: Outstanding accounts	[204, 898, 276, 907]
pedigree-grandsire: Camel	[850, 235, 892, 260]
turf-item: Sydney papers to hand show the commission a favour in favour of Dunlop for the Victorian Derby was a very heavy one. In one line 1,000 to 200 was accepted.	[958, 1030, 1096, 1077]
pedigree-ancestors: Touchstone Verbena	[892, 114, 945, 132]
pedigree-sire: Legerde-main	[808, 149, 850, 167]
result-row	[20, 803, 188, 814]
turf-item: The entries for the forthcoming Caulfield Stakes were by Melbourne sent last Saturday. Carbine is among the number, and he will be afforded an opportunity of measuring strides with the Derby favourite, Dreadnought, and a brilliant Hurricane, Oakleigh, Bravo, Scottish Chief, Benson, Chicago and several other Cup horses are engaged, the result of the Stakes should furnish us with a good line to the winner.	[958, 1078, 1096, 1201]
turf-item: While racing in the Spring Stakes on the opening day of the A.J.C. Meeting, the Australian Peer struck a blood vessel in his head, which accounts for him not being further seen out at the gathering.	[958, 972, 1096, 1029]
pedigree-row	[808, 185, 945, 218]
result-row	[20, 816, 188, 827]
filler-2: A Southern paper tells of a man who has cooked his own beefsteak for fifteen years. He must like it very well done.	[505, 1845, 644, 1884]
turf-item: The Canfield trainer two-year-old Scottish Chief is thought to have a great chance of annexing the Caulfield Cup. He was lately sold for £1,000 with a contingency of £500 in case of winning the Caulfield or Melbourne Cup.	[958, 1820, 1096, 1887]
pedigree-ancestors: Pantaloon Phryne	[892, 335, 945, 353]
section-text: Referring to the weights declared for the concluding days of the A.J.C. Meeting, "Vigilant" writes:—Mr Scarr in his recent handicaps has given us his Derby tip as far as the Hon. James White's horses are concerned. He allots Dreadnought 9st 7lb—an enormous weight for a three-year-old in the spring—in the Squatters' Handicap, a mile and a quarter race. Gauged by the handicaps for another race, "The Shorts," Mr Scarr considers Singapore 51b inferior to Dreadnought, and yet within seven pounds of Sedition. On this reasoning, Dreadnought is within two pounds of Sedition—the fastest six-furlong horse in Australia—over his favourite course.	[958, 556, 1096, 754]
account-amount: 221,665 8 11	[297, 657, 341, 666]
account-row	[203, 628, 341, 643]
section-text: Three a Sydney scribe:—The best "form" by the Hart Manton has displayed in Australia was shown in the A.J.C. Craven Plate. Half a mile from home he appeared to be outpaced, but he came again when called upon and finished second in front of Silmetre and Melos, both of which he gave many lengths' start to in the last three furlongs. Considering that he is not nearly "ready," he ought to give a good account of himself ere long and quite uphold his New Zealand reputation.	[656, 1674, 795, 1816]
cable-dateline: Paris, October 8.	[128, 744, 191, 754]
account-amount: 64,280 7 11	[301, 914, 341, 923]
